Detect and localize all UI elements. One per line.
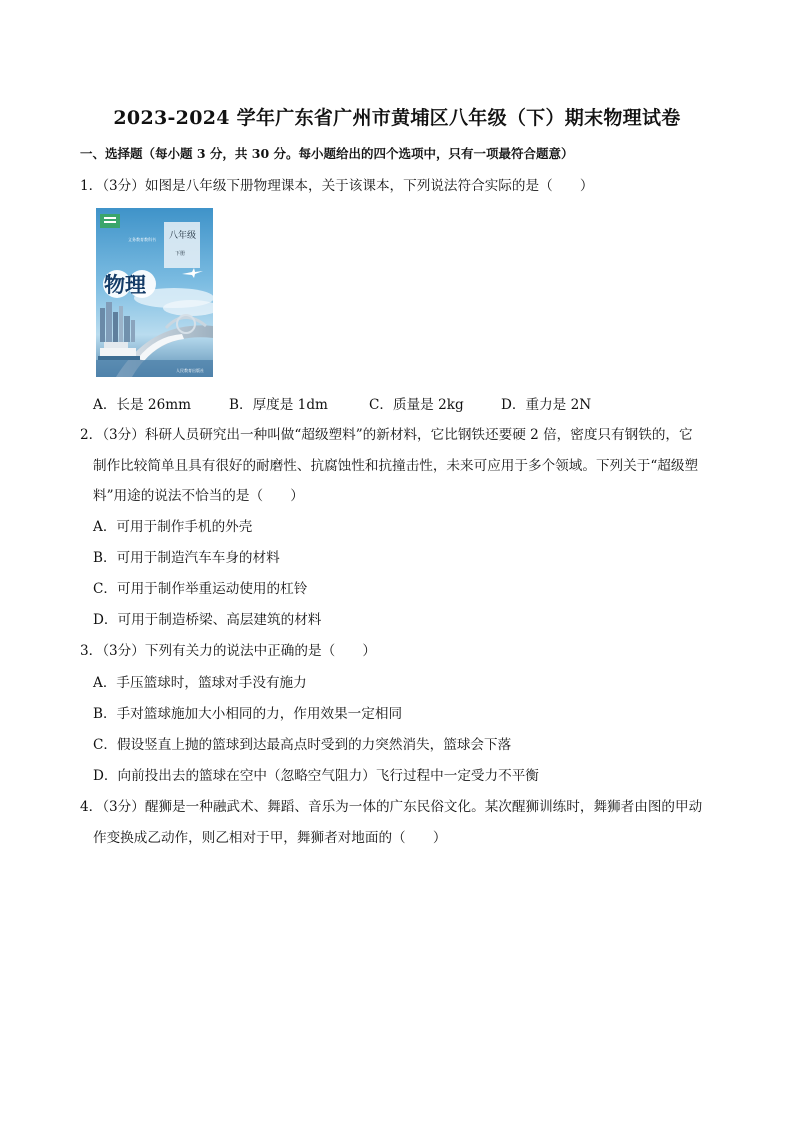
q3-option-b: B．手对篮球施加大小相同的力，作用效果一定相同 [93,706,403,722]
q2-stem-line-3: 料”用途的说法不恰当的是（ ） [93,488,304,504]
q1-option-d: D．重力是 2N [501,397,592,413]
q2-stem-line-1: 2．（3分）科研人员研究出一种叫做“超级塑料”的新材料，它比钢铁还要硬 2 倍，密度只有钢铁的，它 [80,427,693,443]
q3-option-d: D．向前投出去的篮球在空中（忽略空气阻力）飞行过程中一定受力不平衡 [93,768,539,784]
q2-option-d: D．可用于制造桥梁、高层建筑的材料 [93,612,322,628]
svg-text:下册: 下册 [175,251,186,257]
svg-text:八年级: 八年级 [169,231,197,241]
q4-stem-line-2: 作变换成乙动作，则乙相对于甲，舞狮者对地面的（ ） [93,830,447,846]
svg-text:人民教育出版社: 人民教育出版社 [176,368,204,373]
q1-stem: 1．（3分）如图是八年级下册物理课本，关于该课本，下列说法符合实际的是（ ） [80,178,594,194]
svg-text:义务教育教科书: 义务教育教科书 [128,237,156,242]
textbook-cover-illustration [96,208,213,377]
exam-title: 2023-2024 学年广东省广州市黄埔区八年级（下）期末物理试卷 [113,107,681,129]
cover-subject-title: 物理 [104,272,146,297]
section-heading: 一、选择题（每小题 3 分，共 30 分。每小题给出的四个选项中，只有一项最符合题意） [80,146,574,161]
q1-option-b: B．厚度是 1dm [229,397,328,413]
q1-option-c: C．质量是 2kg [369,397,464,413]
physics-textbook-cover-image [96,208,213,377]
q3-stem: 3．（3分）下列有关力的说法中正确的是（ ） [80,643,376,659]
q2-option-a: A．可用于制作手机的外壳 [93,519,253,535]
q2-option-b: B．可用于制造汽车车身的材料 [93,550,280,566]
q2-option-c: C．可用于制作举重运动使用的杠铃 [93,581,308,597]
q3-option-c: C．假设竖直上抛的篮球到达最高点时受到的力突然消失，篮球会下落 [93,737,512,753]
q1-option-a: A．长是 26mm [93,397,191,413]
q1-options [93,393,693,411]
q2-stem-line-2: 制作比较简单且具有很好的耐磨性、抗腐蚀性和抗撞击性，未来可应用于多个领域。下列关于“超级塑 [93,458,699,474]
q3-option-a: A．手压篮球时，篮球对手没有施力 [93,675,307,691]
q4-stem-line-1: 4．（3分）醒狮是一种融武术、舞蹈、音乐为一体的广东民俗文化。某次醒狮训练时，舞狮者由图的甲动 [80,799,703,815]
